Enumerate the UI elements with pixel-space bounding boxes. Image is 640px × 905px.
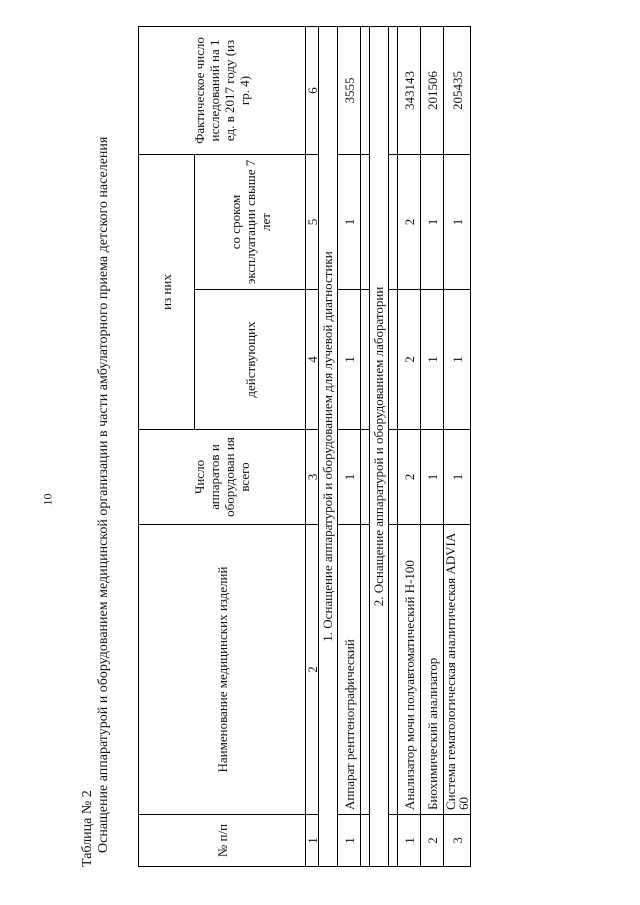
col-index: 6 (306, 26, 319, 154)
col-index: 5 (306, 154, 319, 289)
row-number: 1 (398, 815, 421, 867)
table-row (421, 26, 444, 866)
device-name: Анализатор мочи полуавтоматический Н-100 (398, 525, 421, 815)
table-row (338, 26, 361, 866)
total-count: 1 (421, 430, 444, 525)
old-count: 1 (338, 154, 361, 289)
active-count: 1 (338, 290, 361, 430)
section-row (370, 26, 389, 866)
col-index: 4 (306, 290, 319, 430)
active-count: 1 (421, 290, 444, 430)
header-total: Число аппаратов и оборудован ия всего (139, 430, 306, 525)
device-name: Аппарат рентгенографический (338, 525, 361, 815)
device-name: Система гематологическая аналитическая ADVIA 60 (444, 525, 471, 815)
section-title: 1. Оснащение аппаратурой и оборудованием для лучевой диагностики (319, 26, 338, 866)
total-count: 2 (398, 430, 421, 525)
table-caption (80, 47, 112, 867)
section-title: 2. Оснащение аппаратурой и оборудованием лаборатории (370, 26, 389, 866)
page-number: 10 (40, 493, 55, 506)
row-number: 2 (421, 815, 444, 867)
blank-row (361, 26, 370, 866)
header-number: № п/п (139, 815, 306, 867)
old-count: 1 (444, 154, 471, 289)
table-title: Оснащение аппаратурой и оборудованием медицинской организации в части амбулаторного приема детского населения (96, 136, 111, 853)
col-index: 3 (306, 430, 319, 525)
blank-row (389, 26, 398, 866)
studies-count: 201506 (421, 26, 444, 154)
table-row (444, 26, 471, 866)
old-count: 2 (398, 154, 421, 289)
header-active: действующих (195, 290, 306, 430)
header-over-7-years: со сроком эксплуатации свыше 7 лет (195, 154, 306, 289)
active-count: 2 (398, 290, 421, 430)
header-of-them: из них (139, 154, 195, 429)
row-number: 1 (338, 815, 361, 867)
table-number: Таблица № 2 (80, 790, 95, 867)
studies-count: 3555 (338, 26, 361, 154)
old-count: 1 (421, 154, 444, 289)
header-studies: Фактическое число исследований на 1 ед. в 2017 году (из гр. 4) (139, 26, 306, 154)
studies-count: 205435 (444, 26, 471, 154)
total-count: 1 (444, 430, 471, 525)
device-name: Биохимический анализатор (421, 525, 444, 815)
header-name: Наименование медицинских изделий (139, 525, 306, 815)
total-count: 1 (338, 430, 361, 525)
active-count: 1 (444, 290, 471, 430)
col-index: 1 (306, 815, 319, 867)
column-index-row (306, 26, 319, 866)
row-number: 3 (444, 815, 471, 867)
studies-count: 343143 (398, 26, 421, 154)
col-index: 2 (306, 525, 319, 815)
table-row (398, 26, 421, 866)
section-row (319, 26, 338, 866)
equipment-table (138, 26, 471, 867)
